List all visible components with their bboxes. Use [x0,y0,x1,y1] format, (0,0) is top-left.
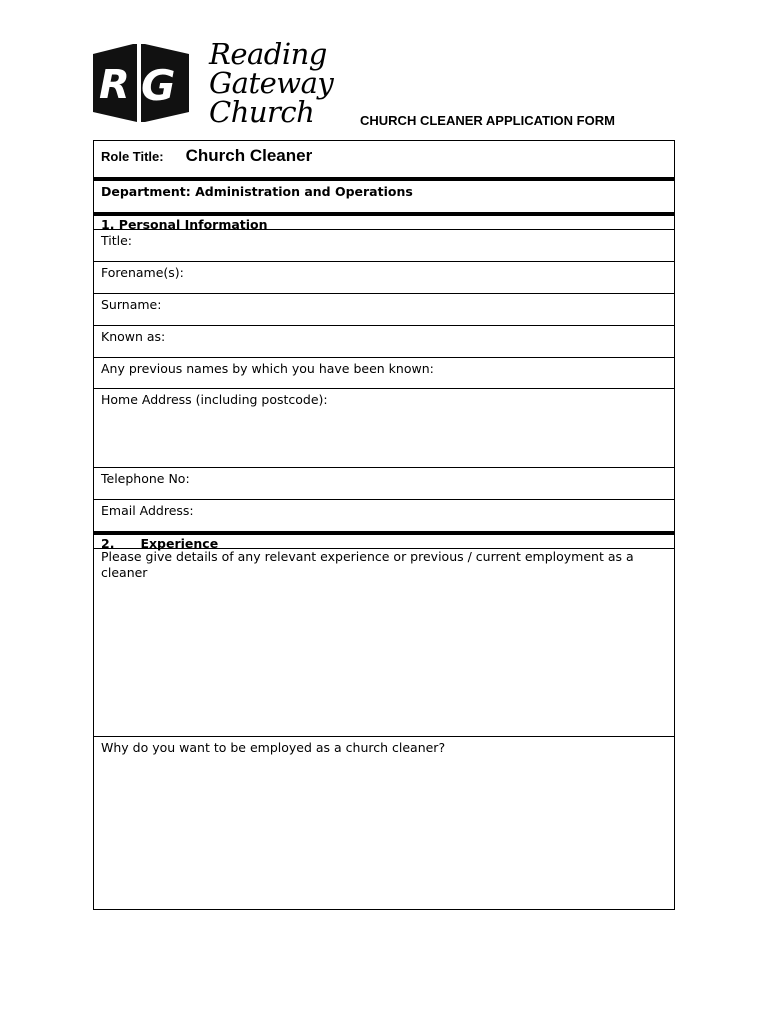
church-name [209,37,349,129]
title-field-label: Title: [101,233,132,248]
surname-field[interactable] [94,294,674,326]
forenames-field[interactable] [94,262,674,294]
motivation-question: Why do you want to be employed as a church cleaner? [101,740,446,755]
church-name-line-2: Gateway [209,66,334,100]
experience-field[interactable] [94,549,674,737]
department-row [94,178,674,213]
rg-logo-icon [93,40,189,126]
telephone-field[interactable] [94,468,674,500]
home-address-field-label: Home Address (including postcode): [101,392,328,407]
previous-names-field-label: Any previous names by which you have been known: [101,361,434,376]
known-as-field-label: Known as: [101,329,166,344]
home-address-field[interactable] [94,389,674,468]
forenames-field-label: Forename(s): [101,265,184,280]
form-title: CHURCH CLEANER APPLICATION FORM [360,113,615,128]
role-label: Role Title: [101,149,164,164]
title-field[interactable] [94,230,674,262]
email-field[interactable] [94,500,674,532]
experience-question: Please give details of any relevant experience or previous / current employment as a cleaner [101,549,634,580]
svg-text:G: G [141,61,176,110]
section-1-title: 1. Personal Information [101,217,268,232]
application-form [93,140,675,910]
section-2-heading [94,532,674,549]
email-field-label: Email Address: [101,503,194,518]
surname-field-label: Surname: [101,297,162,312]
section-1-heading [94,213,674,230]
section-2-title: Experience [140,536,219,551]
section-2-number: 2. [101,536,115,551]
church-name-line-1: Reading [209,37,327,71]
motivation-field[interactable] [94,737,674,909]
department-label: Department: Administration and Operations [101,184,413,199]
known-as-field[interactable] [94,326,674,358]
role-row [94,141,674,178]
telephone-field-label: Telephone No: [101,471,190,486]
svg-text:R: R [99,62,130,108]
church-name-line-3: Church [209,95,315,129]
previous-names-field[interactable] [94,358,674,389]
role-value: Church Cleaner [185,146,313,165]
